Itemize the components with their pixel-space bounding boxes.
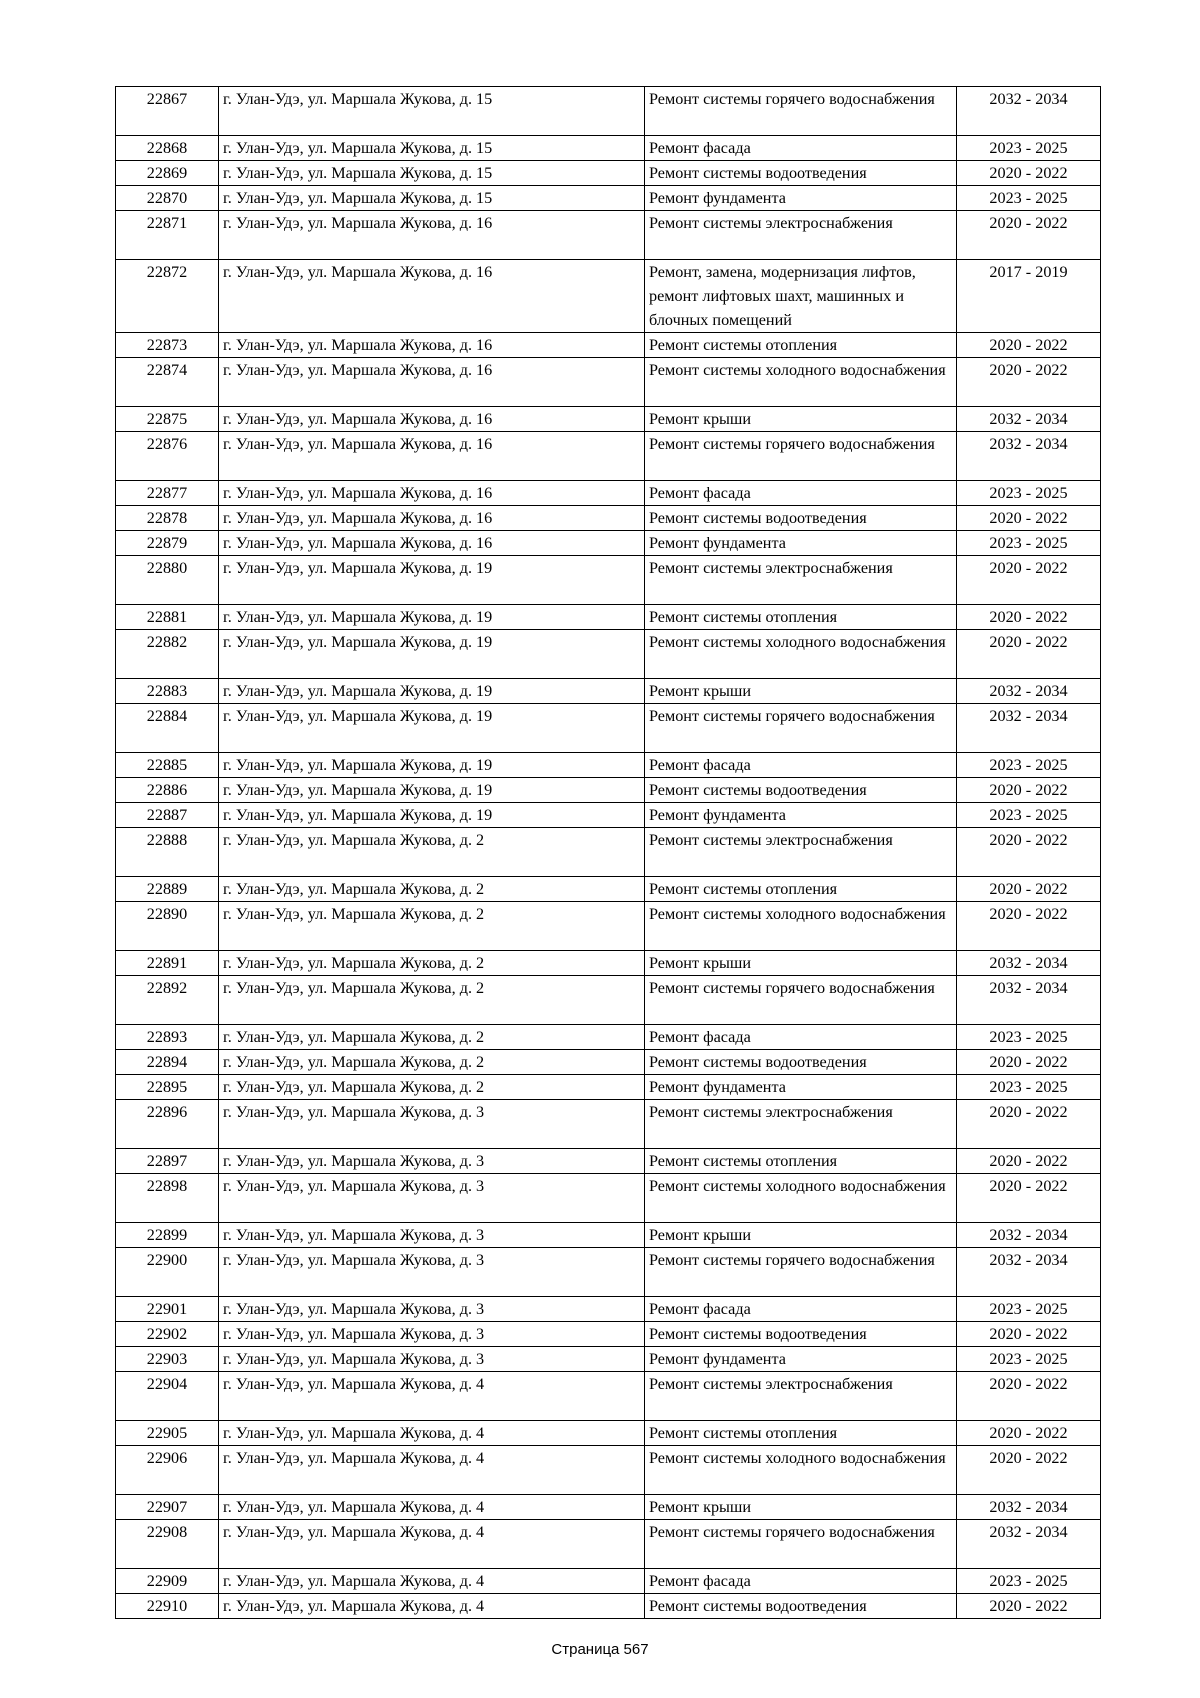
address-cell: г. Улан-Удэ, ул. Маршала Жукова, д. 15 [219, 186, 645, 211]
row-number-cell: 22906 [116, 1446, 219, 1495]
work-type-cell: Ремонт системы холодного водоснабжения [645, 1174, 957, 1223]
work-type-cell: Ремонт системы отопления [645, 605, 957, 630]
period-cell: 2020 - 2022 [957, 778, 1101, 803]
address-cell: г. Улан-Удэ, ул. Маршала Жукова, д. 3 [219, 1100, 645, 1149]
row-number-cell: 22909 [116, 1569, 219, 1594]
period-cell: 2020 - 2022 [957, 1322, 1101, 1347]
table-row [116, 161, 1101, 186]
work-type-cell: Ремонт крыши [645, 951, 957, 976]
work-type-cell: Ремонт системы отопления [645, 877, 957, 902]
table-body [116, 87, 1101, 1619]
address-cell: г. Улан-Удэ, ул. Маршала Жукова, д. 4 [219, 1372, 645, 1421]
work-type-cell: Ремонт фундамента [645, 186, 957, 211]
work-type-cell: Ремонт фасада [645, 1297, 957, 1322]
address-cell: г. Улан-Удэ, ул. Маршала Жукова, д. 16 [219, 333, 645, 358]
work-type-cell: Ремонт системы электроснабжения [645, 1100, 957, 1149]
address-cell: г. Улан-Удэ, ул. Маршала Жукова, д. 3 [219, 1174, 645, 1223]
row-number-cell: 22898 [116, 1174, 219, 1223]
row-number-cell: 22877 [116, 481, 219, 506]
table-row [116, 1223, 1101, 1248]
table-row [116, 1100, 1101, 1149]
row-number-cell: 22891 [116, 951, 219, 976]
row-number-cell: 22903 [116, 1347, 219, 1372]
work-type-cell: Ремонт системы электроснабжения [645, 211, 957, 260]
period-cell: 2023 - 2025 [957, 1569, 1101, 1594]
period-cell: 2032 - 2034 [957, 1223, 1101, 1248]
address-cell: г. Улан-Удэ, ул. Маршала Жукова, д. 4 [219, 1495, 645, 1520]
row-number-cell: 22890 [116, 902, 219, 951]
work-type-cell: Ремонт системы горячего водоснабжения [645, 432, 957, 481]
address-cell: г. Улан-Удэ, ул. Маршала Жукова, д. 16 [219, 260, 645, 333]
table-row [116, 211, 1101, 260]
table-row [116, 1075, 1101, 1100]
work-type-cell: Ремонт системы водоотведения [645, 506, 957, 531]
work-type-cell: Ремонт системы водоотведения [645, 778, 957, 803]
work-type-cell: Ремонт крыши [645, 407, 957, 432]
table-row [116, 1569, 1101, 1594]
table-row [116, 1248, 1101, 1297]
work-type-cell: Ремонт фасада [645, 481, 957, 506]
row-number-cell: 22894 [116, 1050, 219, 1075]
period-cell: 2032 - 2034 [957, 407, 1101, 432]
period-cell: 2023 - 2025 [957, 531, 1101, 556]
row-number-cell: 22884 [116, 704, 219, 753]
table-row [116, 358, 1101, 407]
work-type-cell: Ремонт крыши [645, 679, 957, 704]
address-cell: г. Улан-Удэ, ул. Маршала Жукова, д. 19 [219, 803, 645, 828]
work-type-cell: Ремонт системы отопления [645, 1421, 957, 1446]
address-cell: г. Улан-Удэ, ул. Маршала Жукова, д. 19 [219, 753, 645, 778]
work-type-cell: Ремонт системы электроснабжения [645, 1372, 957, 1421]
table-row [116, 1372, 1101, 1421]
row-number-cell: 22880 [116, 556, 219, 605]
work-type-cell: Ремонт системы электроснабжения [645, 828, 957, 877]
work-type-cell: Ремонт системы горячего водоснабжения [645, 87, 957, 136]
table-row [116, 1322, 1101, 1347]
table-row [116, 1421, 1101, 1446]
period-cell: 2032 - 2034 [957, 679, 1101, 704]
address-cell: г. Улан-Удэ, ул. Маршала Жукова, д. 2 [219, 902, 645, 951]
row-number-cell: 22908 [116, 1520, 219, 1569]
row-number-cell: 22874 [116, 358, 219, 407]
work-type-cell: Ремонт фасада [645, 1569, 957, 1594]
address-cell: г. Улан-Удэ, ул. Маршала Жукова, д. 4 [219, 1569, 645, 1594]
period-cell: 2020 - 2022 [957, 506, 1101, 531]
address-cell: г. Улан-Удэ, ул. Маршала Жукова, д. 15 [219, 161, 645, 186]
row-number-cell: 22872 [116, 260, 219, 333]
work-type-cell: Ремонт системы холодного водоснабжения [645, 358, 957, 407]
work-type-cell: Ремонт фасада [645, 136, 957, 161]
address-cell: г. Улан-Удэ, ул. Маршала Жукова, д. 19 [219, 605, 645, 630]
row-number-cell: 22889 [116, 877, 219, 902]
address-cell: г. Улан-Удэ, ул. Маршала Жукова, д. 19 [219, 778, 645, 803]
row-number-cell: 22907 [116, 1495, 219, 1520]
period-cell: 2032 - 2034 [957, 1520, 1101, 1569]
table-row [116, 1347, 1101, 1372]
work-type-cell: Ремонт системы водоотведения [645, 161, 957, 186]
period-cell: 2020 - 2022 [957, 1594, 1101, 1619]
table-row [116, 753, 1101, 778]
table-row [116, 506, 1101, 531]
table-row [116, 605, 1101, 630]
row-number-cell: 22901 [116, 1297, 219, 1322]
address-cell: г. Улан-Удэ, ул. Маршала Жукова, д. 16 [219, 506, 645, 531]
address-cell: г. Улан-Удэ, ул. Маршала Жукова, д. 2 [219, 1025, 645, 1050]
table-row [116, 87, 1101, 136]
address-cell: г. Улан-Удэ, ул. Маршала Жукова, д. 16 [219, 531, 645, 556]
period-cell: 2032 - 2034 [957, 432, 1101, 481]
address-cell: г. Улан-Удэ, ул. Маршала Жукова, д. 4 [219, 1594, 645, 1619]
work-type-cell: Ремонт системы отопления [645, 333, 957, 358]
period-cell: 2020 - 2022 [957, 1149, 1101, 1174]
work-type-cell: Ремонт системы холодного водоснабжения [645, 630, 957, 679]
period-cell: 2023 - 2025 [957, 1025, 1101, 1050]
period-cell: 2017 - 2019 [957, 260, 1101, 333]
work-type-cell: Ремонт системы холодного водоснабжения [645, 902, 957, 951]
address-cell: г. Улан-Удэ, ул. Маршала Жукова, д. 4 [219, 1446, 645, 1495]
row-number-cell: 22879 [116, 531, 219, 556]
row-number-cell: 22905 [116, 1421, 219, 1446]
table-row [116, 1149, 1101, 1174]
row-number-cell: 22896 [116, 1100, 219, 1149]
row-number-cell: 22870 [116, 186, 219, 211]
table-row [116, 186, 1101, 211]
table-row [116, 828, 1101, 877]
period-cell: 2020 - 2022 [957, 902, 1101, 951]
table-row [116, 556, 1101, 605]
address-cell: г. Улан-Удэ, ул. Маршала Жукова, д. 4 [219, 1421, 645, 1446]
table-row [116, 1174, 1101, 1223]
row-number-cell: 22882 [116, 630, 219, 679]
work-type-cell: Ремонт системы электроснабжения [645, 556, 957, 605]
period-cell: 2020 - 2022 [957, 358, 1101, 407]
work-type-cell: Ремонт системы горячего водоснабжения [645, 976, 957, 1025]
document-page [115, 86, 1100, 1619]
row-number-cell: 22867 [116, 87, 219, 136]
address-cell: г. Улан-Удэ, ул. Маршала Жукова, д. 3 [219, 1223, 645, 1248]
period-cell: 2023 - 2025 [957, 136, 1101, 161]
table-row [116, 877, 1101, 902]
address-cell: г. Улан-Удэ, ул. Маршала Жукова, д. 3 [219, 1149, 645, 1174]
address-cell: г. Улан-Удэ, ул. Маршала Жукова, д. 3 [219, 1248, 645, 1297]
table-row [116, 1520, 1101, 1569]
table-row [116, 1297, 1101, 1322]
address-cell: г. Улан-Удэ, ул. Маршала Жукова, д. 15 [219, 87, 645, 136]
period-cell: 2023 - 2025 [957, 1075, 1101, 1100]
period-cell: 2020 - 2022 [957, 1100, 1101, 1149]
row-number-cell: 22897 [116, 1149, 219, 1174]
table-row [116, 1495, 1101, 1520]
address-cell: г. Улан-Удэ, ул. Маршала Жукова, д. 2 [219, 1050, 645, 1075]
address-cell: г. Улан-Удэ, ул. Маршала Жукова, д. 4 [219, 1520, 645, 1569]
period-cell: 2020 - 2022 [957, 828, 1101, 877]
row-number-cell: 22893 [116, 1025, 219, 1050]
period-cell: 2020 - 2022 [957, 333, 1101, 358]
period-cell: 2032 - 2034 [957, 976, 1101, 1025]
table-row [116, 260, 1101, 333]
period-cell: 2020 - 2022 [957, 630, 1101, 679]
row-number-cell: 22871 [116, 211, 219, 260]
period-cell: 2023 - 2025 [957, 1347, 1101, 1372]
table-row [116, 1050, 1101, 1075]
work-type-cell: Ремонт системы горячего водоснабжения [645, 704, 957, 753]
work-type-cell: Ремонт системы водоотведения [645, 1050, 957, 1075]
row-number-cell: 22910 [116, 1594, 219, 1619]
address-cell: г. Улан-Удэ, ул. Маршала Жукова, д. 16 [219, 211, 645, 260]
work-type-cell: Ремонт фасада [645, 753, 957, 778]
address-cell: г. Улан-Удэ, ул. Маршала Жукова, д. 3 [219, 1322, 645, 1347]
work-type-cell: Ремонт, замена, модернизация лифтов, ремонт лифтовых шахт, машинных и блочных помещений [645, 260, 957, 333]
period-cell: 2020 - 2022 [957, 605, 1101, 630]
table-row [116, 704, 1101, 753]
address-cell: г. Улан-Удэ, ул. Маршала Жукова, д. 16 [219, 358, 645, 407]
address-cell: г. Улан-Удэ, ул. Маршала Жукова, д. 19 [219, 679, 645, 704]
row-number-cell: 22868 [116, 136, 219, 161]
work-type-cell: Ремонт системы водоотведения [645, 1322, 957, 1347]
address-cell: г. Улан-Удэ, ул. Маршала Жукова, д. 3 [219, 1297, 645, 1322]
address-cell: г. Улан-Удэ, ул. Маршала Жукова, д. 16 [219, 432, 645, 481]
work-type-cell: Ремонт фундамента [645, 531, 957, 556]
table-row [116, 951, 1101, 976]
page-number: Страница 567 [551, 1641, 649, 1658]
work-type-cell: Ремонт фундамента [645, 1075, 957, 1100]
table-row [116, 778, 1101, 803]
table-row [116, 136, 1101, 161]
table-row [116, 1025, 1101, 1050]
period-cell: 2032 - 2034 [957, 951, 1101, 976]
row-number-cell: 22900 [116, 1248, 219, 1297]
table-row [116, 976, 1101, 1025]
period-cell: 2023 - 2025 [957, 1297, 1101, 1322]
row-number-cell: 22899 [116, 1223, 219, 1248]
table-row [116, 679, 1101, 704]
row-number-cell: 22878 [116, 506, 219, 531]
period-cell: 2032 - 2034 [957, 704, 1101, 753]
work-type-cell: Ремонт системы холодного водоснабжения [645, 1446, 957, 1495]
row-number-cell: 22881 [116, 605, 219, 630]
row-number-cell: 22886 [116, 778, 219, 803]
period-cell: 2032 - 2034 [957, 87, 1101, 136]
row-number-cell: 22888 [116, 828, 219, 877]
row-number-cell: 22904 [116, 1372, 219, 1421]
period-cell: 2023 - 2025 [957, 186, 1101, 211]
address-cell: г. Улан-Удэ, ул. Маршала Жукова, д. 19 [219, 556, 645, 605]
period-cell: 2020 - 2022 [957, 1050, 1101, 1075]
period-cell: 2032 - 2034 [957, 1495, 1101, 1520]
period-cell: 2020 - 2022 [957, 877, 1101, 902]
address-cell: г. Улан-Удэ, ул. Маршала Жукова, д. 2 [219, 951, 645, 976]
address-cell: г. Улан-Удэ, ул. Маршала Жукова, д. 3 [219, 1347, 645, 1372]
table-row [116, 333, 1101, 358]
row-number-cell: 22876 [116, 432, 219, 481]
table-row [116, 481, 1101, 506]
address-cell: г. Улан-Удэ, ул. Маршала Жукова, д. 2 [219, 828, 645, 877]
period-cell: 2020 - 2022 [957, 1421, 1101, 1446]
row-number-cell: 22885 [116, 753, 219, 778]
row-number-cell: 22873 [116, 333, 219, 358]
period-cell: 2023 - 2025 [957, 481, 1101, 506]
table-row [116, 407, 1101, 432]
work-type-cell: Ремонт системы отопления [645, 1149, 957, 1174]
address-cell: г. Улан-Удэ, ул. Маршала Жукова, д. 19 [219, 704, 645, 753]
work-type-cell: Ремонт фундамента [645, 803, 957, 828]
address-cell: г. Улан-Удэ, ул. Маршала Жукова, д. 16 [219, 407, 645, 432]
table-row [116, 1446, 1101, 1495]
table-row [116, 902, 1101, 951]
period-cell: 2020 - 2022 [957, 1372, 1101, 1421]
period-cell: 2023 - 2025 [957, 753, 1101, 778]
period-cell: 2032 - 2034 [957, 1248, 1101, 1297]
address-cell: г. Улан-Удэ, ул. Маршала Жукова, д. 15 [219, 136, 645, 161]
period-cell: 2020 - 2022 [957, 556, 1101, 605]
work-type-cell: Ремонт крыши [645, 1223, 957, 1248]
table-row [116, 630, 1101, 679]
row-number-cell: 22883 [116, 679, 219, 704]
row-number-cell: 22887 [116, 803, 219, 828]
work-type-cell: Ремонт фасада [645, 1025, 957, 1050]
period-cell: 2023 - 2025 [957, 803, 1101, 828]
table-row [116, 803, 1101, 828]
address-cell: г. Улан-Удэ, ул. Маршала Жукова, д. 16 [219, 481, 645, 506]
row-number-cell: 22895 [116, 1075, 219, 1100]
address-cell: г. Улан-Удэ, ул. Маршала Жукова, д. 2 [219, 976, 645, 1025]
address-cell: г. Улан-Удэ, ул. Маршала Жукова, д. 19 [219, 630, 645, 679]
period-cell: 2020 - 2022 [957, 161, 1101, 186]
work-type-cell: Ремонт системы горячего водоснабжения [645, 1248, 957, 1297]
period-cell: 2020 - 2022 [957, 1174, 1101, 1223]
table-row [116, 432, 1101, 481]
work-type-cell: Ремонт системы горячего водоснабжения [645, 1520, 957, 1569]
row-number-cell: 22902 [116, 1322, 219, 1347]
work-type-cell: Ремонт крыши [645, 1495, 957, 1520]
work-type-cell: Ремонт системы водоотведения [645, 1594, 957, 1619]
repair-schedule-table [115, 86, 1101, 1619]
row-number-cell: 22869 [116, 161, 219, 186]
row-number-cell: 22892 [116, 976, 219, 1025]
table-row [116, 531, 1101, 556]
address-cell: г. Улан-Удэ, ул. Маршала Жукова, д. 2 [219, 877, 645, 902]
period-cell: 2020 - 2022 [957, 1446, 1101, 1495]
period-cell: 2020 - 2022 [957, 211, 1101, 260]
work-type-cell: Ремонт фундамента [645, 1347, 957, 1372]
address-cell: г. Улан-Удэ, ул. Маршала Жукова, д. 2 [219, 1075, 645, 1100]
row-number-cell: 22875 [116, 407, 219, 432]
table-row [116, 1594, 1101, 1619]
